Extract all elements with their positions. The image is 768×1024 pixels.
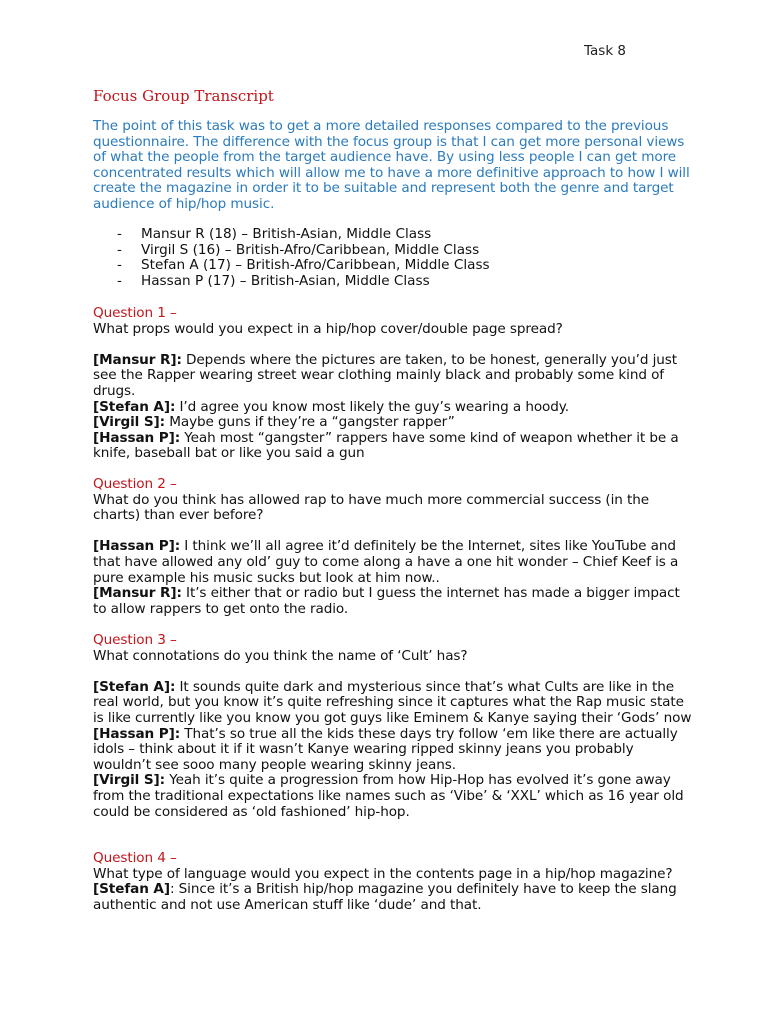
answer <box>93 727 693 774</box>
answer-text: Depends where the pictures are taken, to be honest, generally you’d just see the Rapper wearing street wear clothing mainly black and probably some kind of drugs. <box>93 351 677 399</box>
question-text: What props would you expect in a hip/hop cover/double page spread? <box>93 320 563 337</box>
question-label: Question 2 – <box>93 476 177 492</box>
answer-text: Yeah most “gangster” rappers have some kind of weapon whether it be a knife, baseball bat or like you said a gun <box>93 429 679 462</box>
bullet-dash: - <box>117 241 122 258</box>
answer-text: Yeah it’s quite a progression from how Hip-Hop has evolved it’s gone away from the traditional expectations like names such as ‘Vibe’ & ‘XXL’ which as 16 year old could be considered as ‘old fashioned’ hip-hop. <box>93 772 684 820</box>
participant-text: Mansur R (18) – British-Asian, Middle Class <box>141 226 432 242</box>
participant-item <box>93 258 653 274</box>
question-text: What do you think has allowed rap to have much more commercial success (in the charts) than ever before? <box>93 491 650 524</box>
answer <box>93 539 693 586</box>
answer-text: That’s so true all the kids these days try follow ‘em like there are actually idols – think about it if it wasn’t Kanye wearing ripped skinny jeans you probably wouldn’t see sooo many people wearing skinny jeans. <box>93 725 678 773</box>
question-label: Question 3 – <box>93 632 177 648</box>
speaker-name: [Virgil S]: <box>93 414 165 431</box>
participant-text: Stefan A (17) – British-Afro/Caribbean, Middle Class <box>141 257 490 274</box>
answer-text: I’d agree you know most likely the guy’s wearing a hoody. <box>175 398 570 415</box>
answer-text: : Since it’s a British hip/hop magazine you definitely have to keep the slang authentic and not use American stuff like ‘dude’ and that. <box>93 881 677 913</box>
speaker-name: [Stefan A]: <box>93 398 176 415</box>
participant-item <box>93 243 653 259</box>
participant-text: Hassan P (17) – British-Asian, Middle Class <box>141 272 430 289</box>
answer <box>93 680 693 727</box>
answer-text: It’s either that or radio but I guess the internet has made a bigger impact to allow rappers to get onto the radio. <box>93 585 680 617</box>
document-title: Focus Group Transcript <box>93 87 274 105</box>
speaker-name: [Hassan P]: <box>93 429 181 446</box>
question-section-1 <box>93 306 693 462</box>
speaker-name: [Mansur R]: <box>93 351 182 368</box>
question-section-2 <box>93 477 693 617</box>
participant-item <box>93 274 653 290</box>
answer <box>93 431 693 462</box>
answer <box>93 773 693 820</box>
participant-list <box>93 227 653 289</box>
participant-item <box>93 227 653 243</box>
answer <box>93 400 693 416</box>
answer <box>93 586 693 617</box>
speaker-name: [Stefan A] <box>93 881 170 898</box>
bullet-dash: - <box>117 257 122 274</box>
bullet-dash: - <box>117 226 122 242</box>
task-label: Task 8 <box>584 43 627 59</box>
speaker-name: [Virgil S]: <box>93 772 165 789</box>
question-label: Question 1 – <box>93 305 177 321</box>
speaker-name: [Stefan A]: <box>93 678 176 695</box>
question-section-4 <box>93 851 693 913</box>
answer-text: I think we’ll all agree it’d definitely be the Internet, sites like YouTube and that have allowed any old’ guy to come along a have a one hit wonder – Chief Keef is a pure example his music sucks but look at him now.. <box>93 538 679 586</box>
question-label: Question 4 – <box>93 850 177 866</box>
answer <box>93 353 693 400</box>
answer-text: Maybe guns if they’re a “gangster rapper” <box>164 414 455 431</box>
intro-paragraph: The point of this task was to get a more detailed responses compared to the previous questionnaire. The difference with the focus group is that I can get more personal views of what the people from the target audience have. By using less people I can get more concentrated results which will allow me to have a more definitive approach to how I will create the magazine in order it to be suitable and represent both the genre and target audience of hip/hop music. <box>93 118 690 212</box>
speaker-name: [Hassan P]: <box>93 725 181 742</box>
answer <box>93 415 693 431</box>
speaker-name: [Hassan P]: <box>93 538 181 555</box>
participant-text: Virgil S (16) – British-Afro/Caribbean, Middle Class <box>141 241 480 258</box>
bullet-dash: - <box>117 272 122 289</box>
question-text: What type of language would you expect in the contents page in a hip/hop magazine? <box>93 865 673 882</box>
question-section-3 <box>93 633 693 820</box>
question-text: What connotations do you think the name of ‘Cult’ has? <box>93 647 468 664</box>
answer <box>93 882 693 913</box>
answer-text: It sounds quite dark and mysterious since that’s what Cults are like in the real world, but you know it’s quite refreshing since it captures what the Rap music state is like currently like you know you got guys like Eminem & Kanye saying their ‘Gods’ now <box>93 678 692 726</box>
speaker-name: [Mansur R]: <box>93 585 182 602</box>
